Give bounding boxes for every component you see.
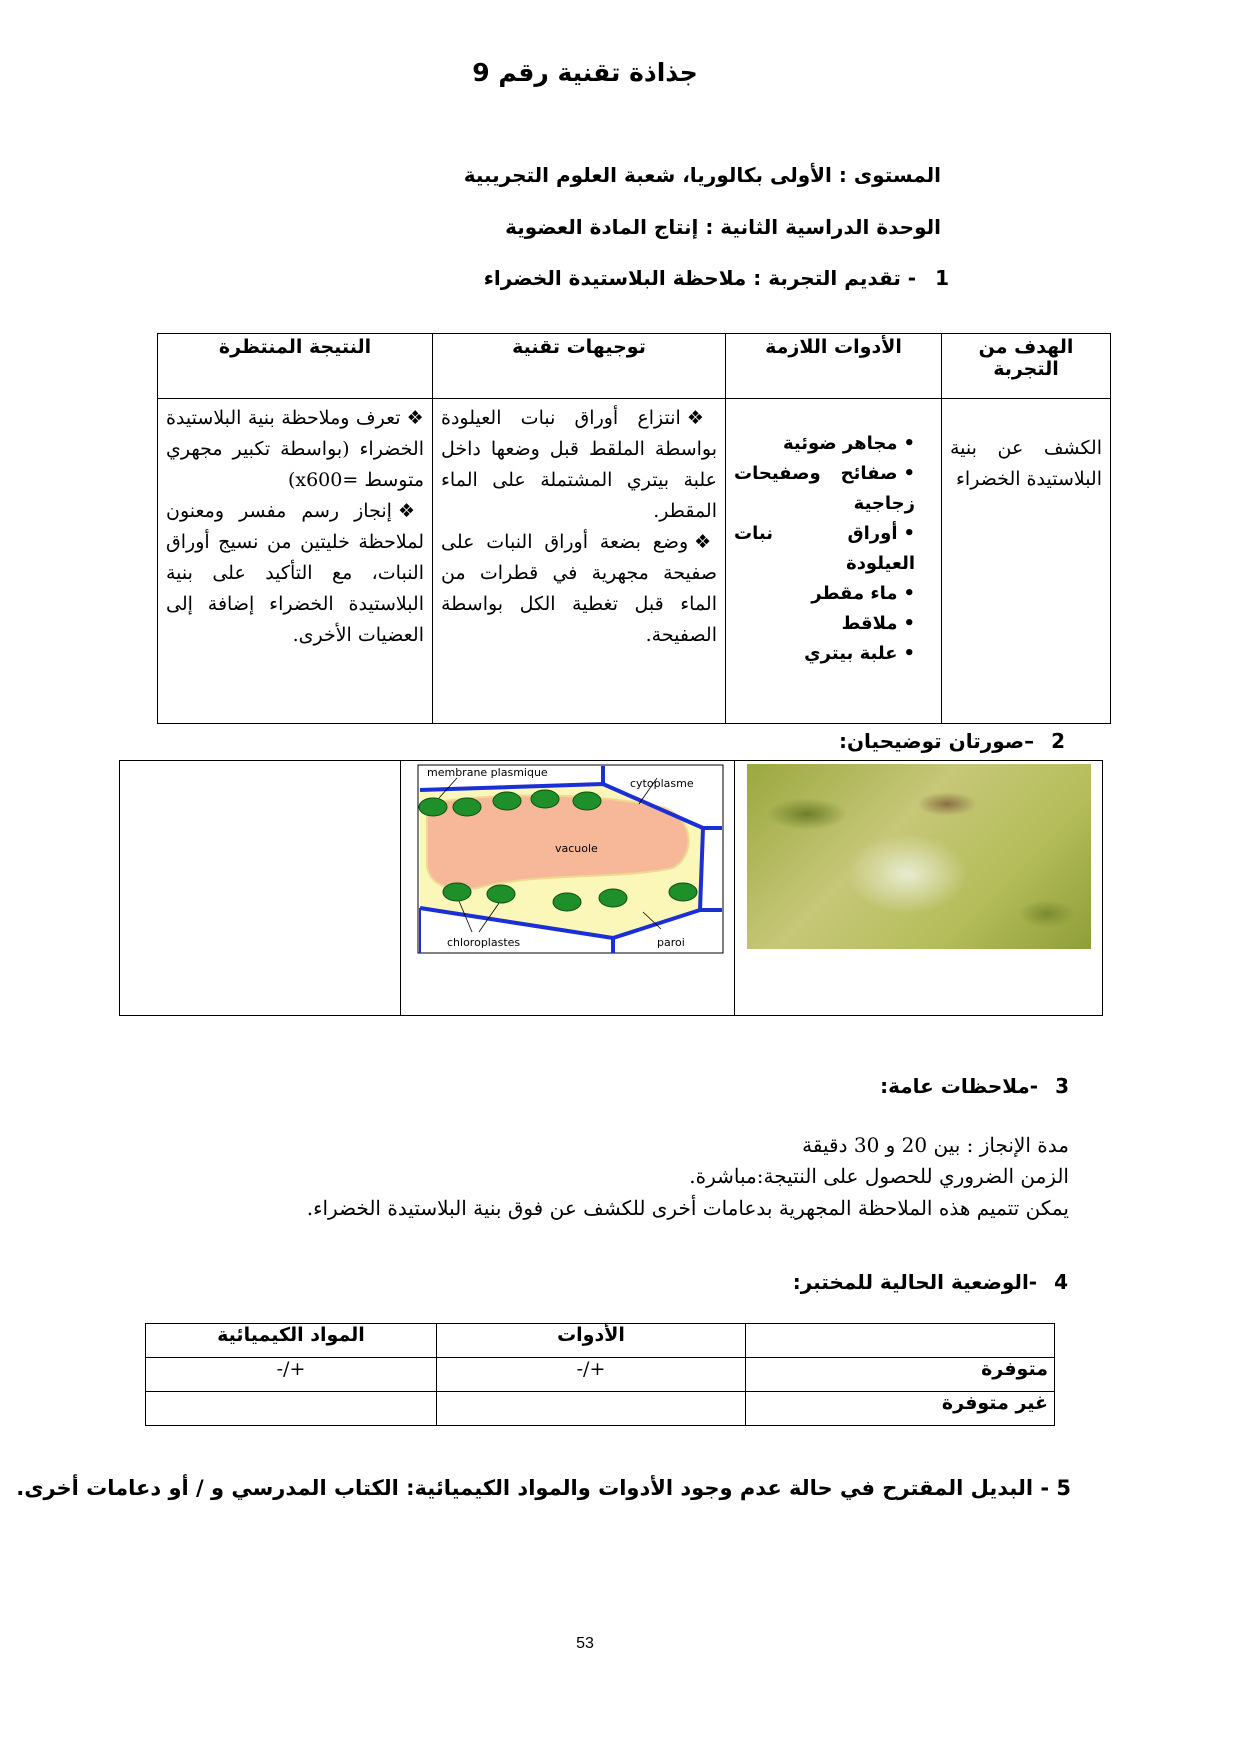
tool-item: • ماء مقطر [734, 579, 915, 609]
section1-heading [484, 266, 949, 290]
micrograph-image [747, 764, 1091, 949]
header-goal: الهدف من التجربة [942, 334, 1111, 399]
tool-item: • مجاهر ضوئية [734, 429, 915, 459]
section2-number: 2 [1051, 729, 1065, 753]
unavailable-chem-cell [146, 1392, 437, 1426]
label-vacuole: vacuole [555, 842, 598, 855]
chloroplast [419, 798, 447, 816]
diamond-bullet-icon: ❖ [686, 407, 717, 429]
label-cytoplasm: cytoplasme [630, 777, 694, 790]
chloroplast [493, 792, 521, 810]
page-title: جذاذة تقنية رقم 9 [472, 58, 698, 87]
diamond-bullet-icon: ❖ [406, 407, 424, 429]
header-result: النتيجة المنتظرة [158, 334, 433, 399]
goal-text: الكشف عن بنية البلاستيدة الخضراء [950, 437, 1102, 490]
chloroplast [487, 885, 515, 903]
note-time: الزمن الضروري للحصول على النتيجة:مباشرة. [689, 1164, 1069, 1188]
chloroplast [443, 883, 471, 901]
directions-cell [433, 399, 726, 724]
direction-item: ❖وضع بضعة أوراق النبات على صفيحة مجهرية في قطرات من الماء قبل تغطية الكل بواسطة الصفيحة. [441, 531, 717, 646]
result-item: ❖تعرف وملاحظة بنية البلاستيدة الخضراء (بواسطة تكبير مجهري متوسط =x600) [166, 407, 424, 491]
chloroplast [573, 792, 601, 810]
header-directions: توجيهات تقنية [433, 334, 726, 399]
chloroplast [553, 893, 581, 911]
label-chloroplasts: chloroplastes [447, 936, 521, 949]
section4-heading [793, 1270, 1068, 1294]
chloroplast [453, 798, 481, 816]
section4-text: -الوضعية الحالية للمختبر: [792, 1270, 1038, 1294]
available-tools-value: +/- [437, 1358, 746, 1392]
result-cell [158, 399, 433, 724]
goal-cell [942, 399, 1111, 724]
col-tools-header: الأدوات [437, 1324, 746, 1358]
tool-item: • صفائح وصفيحات زجاجية [734, 459, 915, 519]
result-item: ❖إنجاز رسم مفسر ومعنون لملاحظة خليتين من نسيج أوراق النبات، مع التأكيد على بنية البلاستيدة الخضراء إضافة إلى العضيات الأخرى. [166, 500, 424, 646]
header-tools: الأدوات اللازمة [726, 334, 942, 399]
tool-item: • ملاقط [734, 609, 915, 639]
section2-heading [839, 729, 1065, 753]
label-wall: paroi [657, 936, 685, 949]
note-duration: مدة الإنجاز : بين 20 و 30 دقيقة [802, 1133, 1069, 1157]
section3-number: 3 [1055, 1074, 1069, 1098]
empty-cell [120, 761, 401, 1016]
unavailable-tools-cell [437, 1392, 746, 1426]
col-chem-header: المواد الكيميائية [146, 1324, 437, 1358]
experiment-table [157, 333, 1111, 724]
section1-number: 1 [935, 266, 949, 290]
direction-item: ❖انتزاع أوراق نبات العيلودة بواسطة الملقط قبل وضعها داخل علبة بيتري المشتملة على الماء المقطر. [441, 407, 717, 522]
label-membrane: membrane plasmique [427, 766, 548, 779]
section5-text: 5 - البديل المقترح في حالة عدم وجود الأدوات والمواد الكيميائية: الكتاب المدرسي و / أو دعامات أخرى. [16, 1476, 1071, 1500]
section3-heading [880, 1074, 1069, 1098]
row-unavailable-header: غير متوفرة [746, 1392, 1055, 1426]
level-line: المستوى : الأولى بكالوريا، شعبة العلوم التجريبية [463, 163, 941, 187]
row-available-header: متوفرة [746, 1358, 1055, 1392]
unit-line: الوحدة الدراسية الثانية : إنتاج المادة العضوية [505, 215, 941, 239]
tool-item: • أوراق نبات العيلودة [734, 519, 915, 579]
tool-item: • علبة بيتري [734, 639, 915, 669]
page-number: 53 [576, 1635, 594, 1652]
diamond-bullet-icon: ❖ [397, 500, 424, 522]
section1-text: - تقديم التجربة : ملاحظة البلاستيدة الخضراء [483, 266, 917, 290]
available-chem-value: +/- [146, 1358, 437, 1392]
chloroplast [531, 790, 559, 808]
cell-diagram [417, 764, 724, 954]
tools-cell [726, 399, 942, 724]
chloroplast [669, 883, 697, 901]
chloroplast [599, 889, 627, 907]
tools-list [734, 429, 933, 669]
note-complement: يمكن تتميم هذه الملاحظة المجهرية بدعامات أخرى للكشف عن فوق بنية البلاستيدة الخضراء. [306, 1196, 1069, 1220]
lab-status-table [145, 1323, 1055, 1426]
section2-text: –صورتان توضيحيان: [838, 729, 1035, 753]
section3-text: -ملاحظات عامة: [880, 1074, 1039, 1098]
empty-header-cell [746, 1324, 1055, 1358]
diamond-bullet-icon: ❖ [694, 531, 717, 553]
section4-number: 4 [1054, 1270, 1068, 1294]
